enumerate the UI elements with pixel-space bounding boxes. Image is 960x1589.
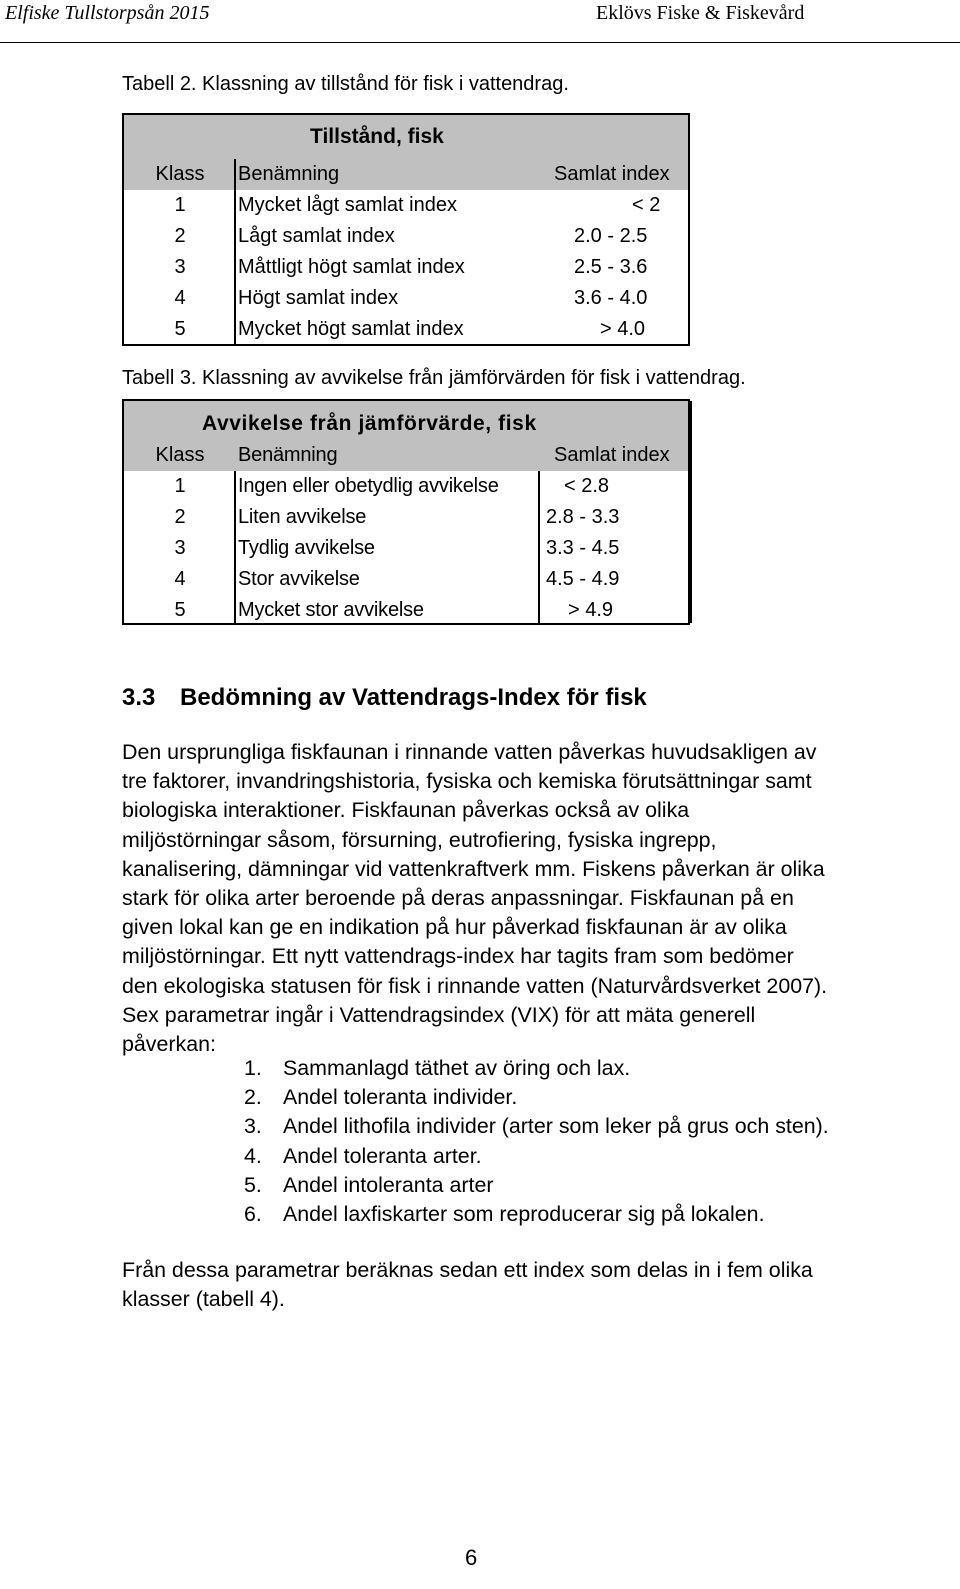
- paragraph-line: den ekologiska statusen för fisk i rinnande vatten (Naturvårdsverket 2007).: [122, 973, 828, 998]
- cell-klass: 4: [174, 568, 186, 590]
- cell-klass: 1: [174, 475, 186, 497]
- paragraph-line: miljöstörningar såsom, försurning, eutrofiering, fysiska ingrepp,: [122, 827, 717, 852]
- cell-samlat-index: < 2: [632, 194, 661, 216]
- cell-benamning: Mycket stor avvikelse: [238, 599, 424, 621]
- list-text: Andel intoleranta arter: [283, 1172, 494, 1197]
- table-row: [124, 252, 688, 283]
- list-text: Andel toleranta individer.: [283, 1085, 518, 1110]
- column-header-klass: Klass: [155, 163, 205, 185]
- table-title-row: [124, 401, 688, 440]
- section-heading: [122, 684, 647, 712]
- cell-klass: 5: [174, 318, 186, 340]
- cell-samlat-index: 2.5 - 3.6: [574, 256, 648, 278]
- table-header-row: [124, 159, 688, 190]
- table-row: [124, 221, 688, 252]
- paragraph-line: given lokal kan ge en indikation på hur påverkad fiskfaunan är av olika: [122, 915, 787, 940]
- list-number: 3.: [244, 1114, 262, 1139]
- paragraph-line: biologiska interaktioner. Fiskfaunan påverkas också av olika: [122, 798, 690, 823]
- running-header: [0, 0, 960, 46]
- cell-klass: 3: [174, 256, 186, 278]
- list-number: 5.: [244, 1172, 262, 1197]
- body-paragraph: [122, 1256, 952, 1314]
- table-fish-condition: [122, 113, 690, 346]
- column-header-benamning: Benämning: [238, 444, 338, 466]
- table-row: [124, 283, 688, 314]
- cell-benamning: Tydlig avvikelse: [238, 537, 375, 559]
- table-row: [124, 314, 688, 345]
- table-row: [124, 190, 688, 221]
- header-company-name: Eklövs Fiske & Fiskevård: [596, 2, 805, 24]
- cell-benamning: Lågt samlat index: [238, 225, 395, 247]
- section-number: 3.3: [122, 684, 156, 711]
- cell-benamning: Högt samlat index: [238, 287, 399, 309]
- paragraph-line: tre faktorer, invandringshistoria, fysiska och kemiska förutsättningar samt: [122, 769, 812, 794]
- cell-klass: 5: [174, 599, 186, 621]
- table-title-row: [124, 115, 688, 159]
- body-paragraph: [122, 738, 952, 1059]
- cell-klass: 3: [174, 537, 186, 559]
- cell-klass: 4: [174, 287, 186, 309]
- paragraph-line: miljöstörningar. Ett nytt vattendrags-index har tagits fram som bedömer: [122, 944, 794, 969]
- column-header-samlat-index: Samlat index: [554, 163, 670, 185]
- cell-benamning: Mycket högt samlat index: [238, 318, 464, 340]
- table-row: [124, 595, 688, 626]
- list-text: Sammanlagd täthet av öring och lax.: [283, 1056, 631, 1080]
- table-fish-deviation: [122, 399, 690, 625]
- table-header-row: [124, 440, 688, 471]
- table-title: Tillstånd, fisk: [310, 125, 444, 148]
- list-number: 1.: [244, 1056, 262, 1080]
- cell-benamning: Måttligt högt samlat index: [238, 256, 465, 278]
- cell-samlat-index: 3.3 - 4.5: [546, 537, 620, 559]
- cell-samlat-index: 2.0 - 2.5: [574, 225, 648, 247]
- table-title: Avvikelse från jämförvärde, fisk: [202, 412, 537, 435]
- table-row: [124, 502, 688, 533]
- column-header-klass: Klass: [155, 444, 205, 466]
- cell-benamning: Liten avvikelse: [238, 506, 367, 528]
- page-number: 6: [465, 1545, 478, 1570]
- cell-benamning: Ingen eller obetydlig avvikelse: [238, 475, 499, 497]
- list-text: Andel toleranta arter.: [283, 1143, 482, 1168]
- header-report-title: Elfiske Tullstorpsån 2015: [5, 2, 210, 24]
- header-rule: [0, 42, 960, 43]
- table-row: [124, 564, 688, 595]
- paragraph-line: Sex parametrar ingår i Vattendragsindex (VIX) för att mäta generell: [122, 1002, 756, 1027]
- cell-samlat-index: 2.8 - 3.3: [546, 506, 620, 528]
- cell-samlat-index: < 2.8: [564, 475, 610, 497]
- cell-samlat-index: > 4.0: [600, 318, 646, 340]
- list-number: 2.: [244, 1085, 262, 1110]
- section-title: Bedömning av Vattendrags-Index för fisk: [180, 684, 647, 711]
- cell-samlat-index: 4.5 - 4.9: [546, 568, 620, 590]
- column-header-benamning: Benämning: [238, 163, 340, 185]
- paragraph-line: stark för olika arter beroende på deras anpassningar. Fiskfaunan på en: [122, 885, 794, 910]
- cell-benamning: Mycket lågt samlat index: [238, 194, 457, 216]
- column-header-samlat-index: Samlat index: [554, 444, 670, 466]
- cell-klass: 2: [174, 225, 186, 247]
- cell-klass: 1: [174, 194, 186, 216]
- paragraph-line: kanalisering, dämningar vid vattenkraftverk mm. Fiskens påverkan är olika: [122, 856, 825, 881]
- cell-samlat-index: > 4.9: [568, 599, 614, 621]
- list-text: Andel lithofila individer (arter som leker på grus och sten).: [283, 1114, 829, 1139]
- paragraph-line: klasser (tabell 4).: [122, 1287, 285, 1312]
- paragraph-line: Från dessa parametrar beräknas sedan ett index som delas in i fem olika: [122, 1258, 813, 1282]
- cell-klass: 2: [174, 506, 186, 528]
- paragraph-line: Den ursprungliga fiskfaunan i rinnande vatten påverkas huvudsakligen av: [122, 740, 817, 764]
- list-number: 4.: [244, 1143, 262, 1168]
- cell-benamning: Stor avvikelse: [238, 568, 360, 590]
- list-text: Andel laxfiskarter som reproducerar sig på lokalen.: [283, 1201, 765, 1226]
- table-row: [124, 471, 688, 502]
- table-right-border: [690, 401, 692, 623]
- table2-caption: Tabell 2. Klassning av tillstånd för fisk i vattendrag.: [122, 73, 569, 95]
- paragraph-line: påverkan:: [122, 1031, 216, 1056]
- list-number: 6.: [244, 1201, 262, 1226]
- table-row: [124, 533, 688, 564]
- cell-samlat-index: 3.6 - 4.0: [574, 287, 648, 309]
- table3-caption: Tabell 3. Klassning av avvikelse från jämförvärden för fisk i vattendrag.: [122, 367, 746, 389]
